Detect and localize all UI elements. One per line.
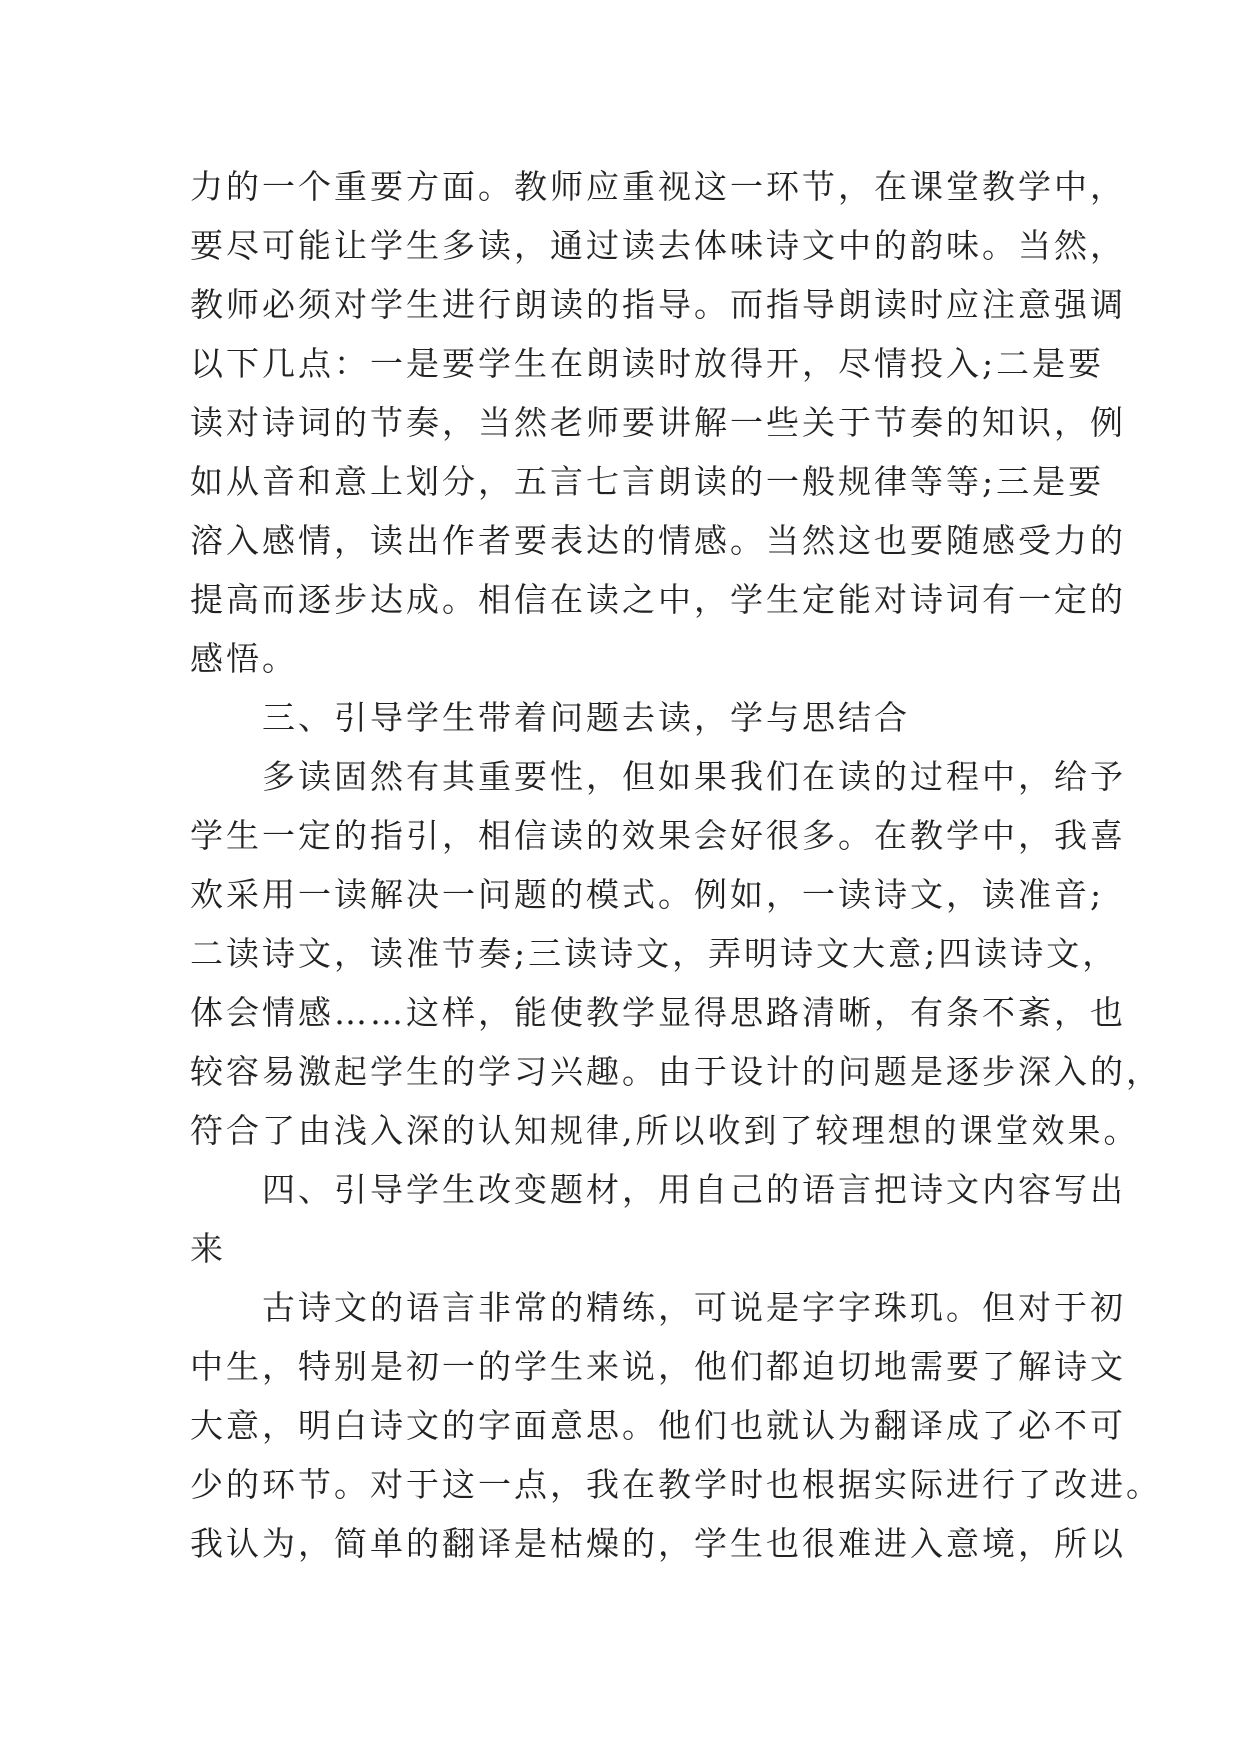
text-line: 二读诗文，读准节奏;三读诗文，弄明诗文大意;四读诗文， — [190, 934, 1119, 973]
heading-line: 三、引导学生带着问题去读，学与思结合 — [190, 698, 910, 737]
text-line: 读对诗词的节奏，当然老师要讲解一些关于节奏的知识，例 — [190, 403, 1126, 442]
text-line: 较容易激起学生的学习兴趣。由于设计的问题是逐步深入的， — [190, 1052, 1162, 1091]
text-line: 教师必须对学生进行朗读的指导。而指导朗读时应注意强调 — [190, 285, 1126, 324]
text-line: 符合了由浅入深的认知规律,所以收到了较理想的课堂效果。 — [190, 1111, 1140, 1150]
heading-line: 来 — [190, 1229, 226, 1268]
paragraph-translation — [190, 1278, 1162, 1573]
heading-line: 四、引导学生改变题材，用自己的语言把诗文内容写出 — [190, 1170, 1126, 1209]
text-line: 提高而逐步达成。相信在读之中，学生定能对诗词有一定的 — [190, 580, 1126, 619]
section-heading-3 — [190, 688, 1052, 747]
document-body — [190, 157, 1162, 1573]
section-heading-4 — [190, 1160, 1126, 1278]
text-line: 学生一定的指引，相信读的效果会好很多。在教学中，我喜 — [190, 816, 1126, 855]
text-line: 体会情感……这样，能使教学显得思路清晰，有条不紊，也 — [190, 993, 1126, 1032]
paragraph-questions — [190, 747, 1162, 1160]
text-line: 力的一个重要方面。教师应重视这一环节，在课堂教学中， — [190, 167, 1126, 206]
text-line: 中生，特别是初一的学生来说，他们都迫切地需要了解诗文 — [190, 1347, 1126, 1386]
text-line: 欢采用一读解决一问题的模式。例如，一读诗文，读准音; — [190, 875, 1105, 914]
text-line: 我认为，简单的翻译是枯燥的，学生也很难进入意境，所以 — [190, 1524, 1126, 1563]
paragraph-reading-guidance — [190, 157, 1126, 688]
text-line: 溶入感情，读出作者要表达的情感。当然这也要随感受力的 — [190, 521, 1126, 560]
text-line: 少的环节。对于这一点，我在教学时也根据实际进行了改进。 — [190, 1465, 1162, 1504]
text-line: 以下几点：一是要学生在朗读时放得开，尽情投入;二是要 — [190, 344, 1105, 383]
text-line: 多读固然有其重要性，但如果我们在读的过程中，给予 — [190, 757, 1126, 796]
text-line: 感悟。 — [190, 639, 298, 678]
text-line: 要尽可能让学生多读，通过读去体味诗文中的韵味。当然， — [190, 226, 1126, 265]
text-line: 大意，明白诗文的字面意思。他们也就认为翻译成了必不可 — [190, 1406, 1126, 1445]
text-line: 古诗文的语言非常的精练，可说是字字珠玑。但对于初 — [190, 1288, 1126, 1327]
text-line: 如从音和意上划分，五言七言朗读的一般规律等等;三是要 — [190, 462, 1105, 501]
